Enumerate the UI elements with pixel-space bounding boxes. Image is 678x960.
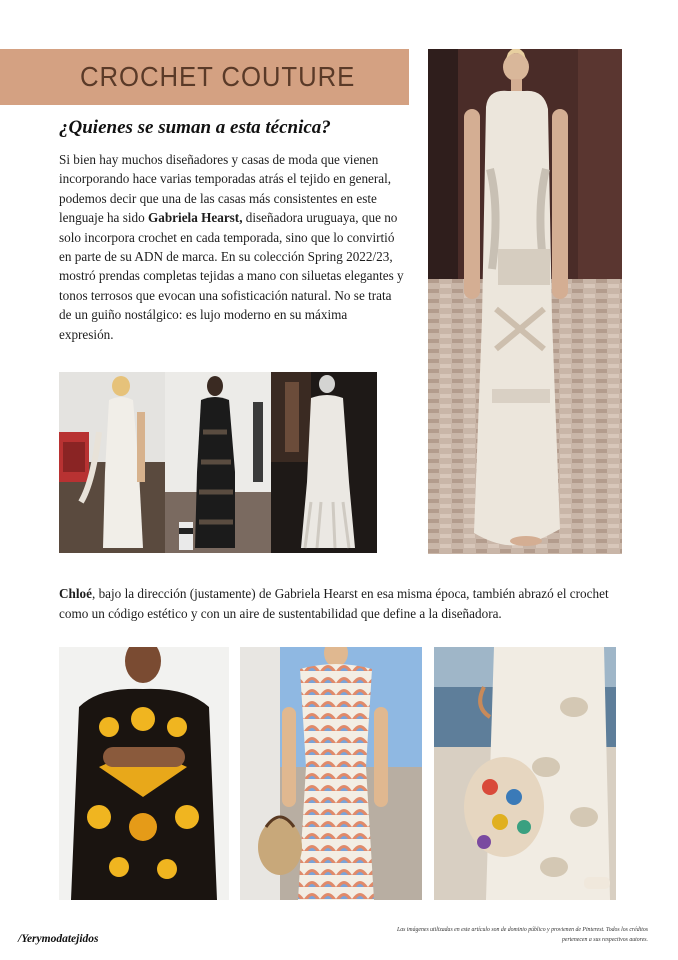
section-heading: ¿Quienes se suman a esta técnica? [59,117,331,138]
chloe-paragraph [59,584,631,623]
photo-chloe-yellow-crochet [59,647,229,900]
paragraph-text-1: Si bien hay muchos diseñadores y casas de moda que vienen incorporando hace varias temporadas atrás el tejido en general, podemos decir que una de las casas más consistentes en este lenguaje ha sido [59,152,392,226]
photo-runway-1 [59,372,165,553]
footer-handle: /Yerymodatejidos [18,933,99,945]
chloe-text: , bajo la dirección (justamente) de Gabriela Hearst en esa misma época, también abrazó el crochet como un código estético y con un aire de sustentabilidad que define a la diseñadora. [59,586,609,621]
photo-runway-2 [165,372,271,553]
photo-runway-3 [271,372,377,553]
chloe-brand: Chloé [59,586,92,601]
photo-chloe-white-crochet-bag [434,647,616,900]
page-title: CROCHET COUTURE [80,61,356,92]
designer-name: Gabriela Hearst, [148,210,243,226]
photo-runway-white-dress [428,49,622,554]
footer-credits-line-2: pertenecen a sus respectivos autores. [561,937,648,943]
footer-credits-line-1: Las imágenes utilizadas en este artículo son de dominio público y provienen de Pinterest. Todos los créditos [396,927,648,933]
intro-paragraph [59,150,405,344]
footer-credits [330,925,648,945]
paragraph-text-2: diseñadora uruguaya, que no solo incorpora crochet en cada temporada, sino que lo convirtió en parte de su ADN de marca. En su colección Spring 2022/23, mostró prendas completas tejidas a mano con siluetas elegantes y tonos terrosos que evocan una sofisticación natural. No se trata de un guiño nostálgico: es lujo moderno en su máxima expresión. [59,210,404,342]
photo-chloe-multicolor-dress [240,647,422,900]
